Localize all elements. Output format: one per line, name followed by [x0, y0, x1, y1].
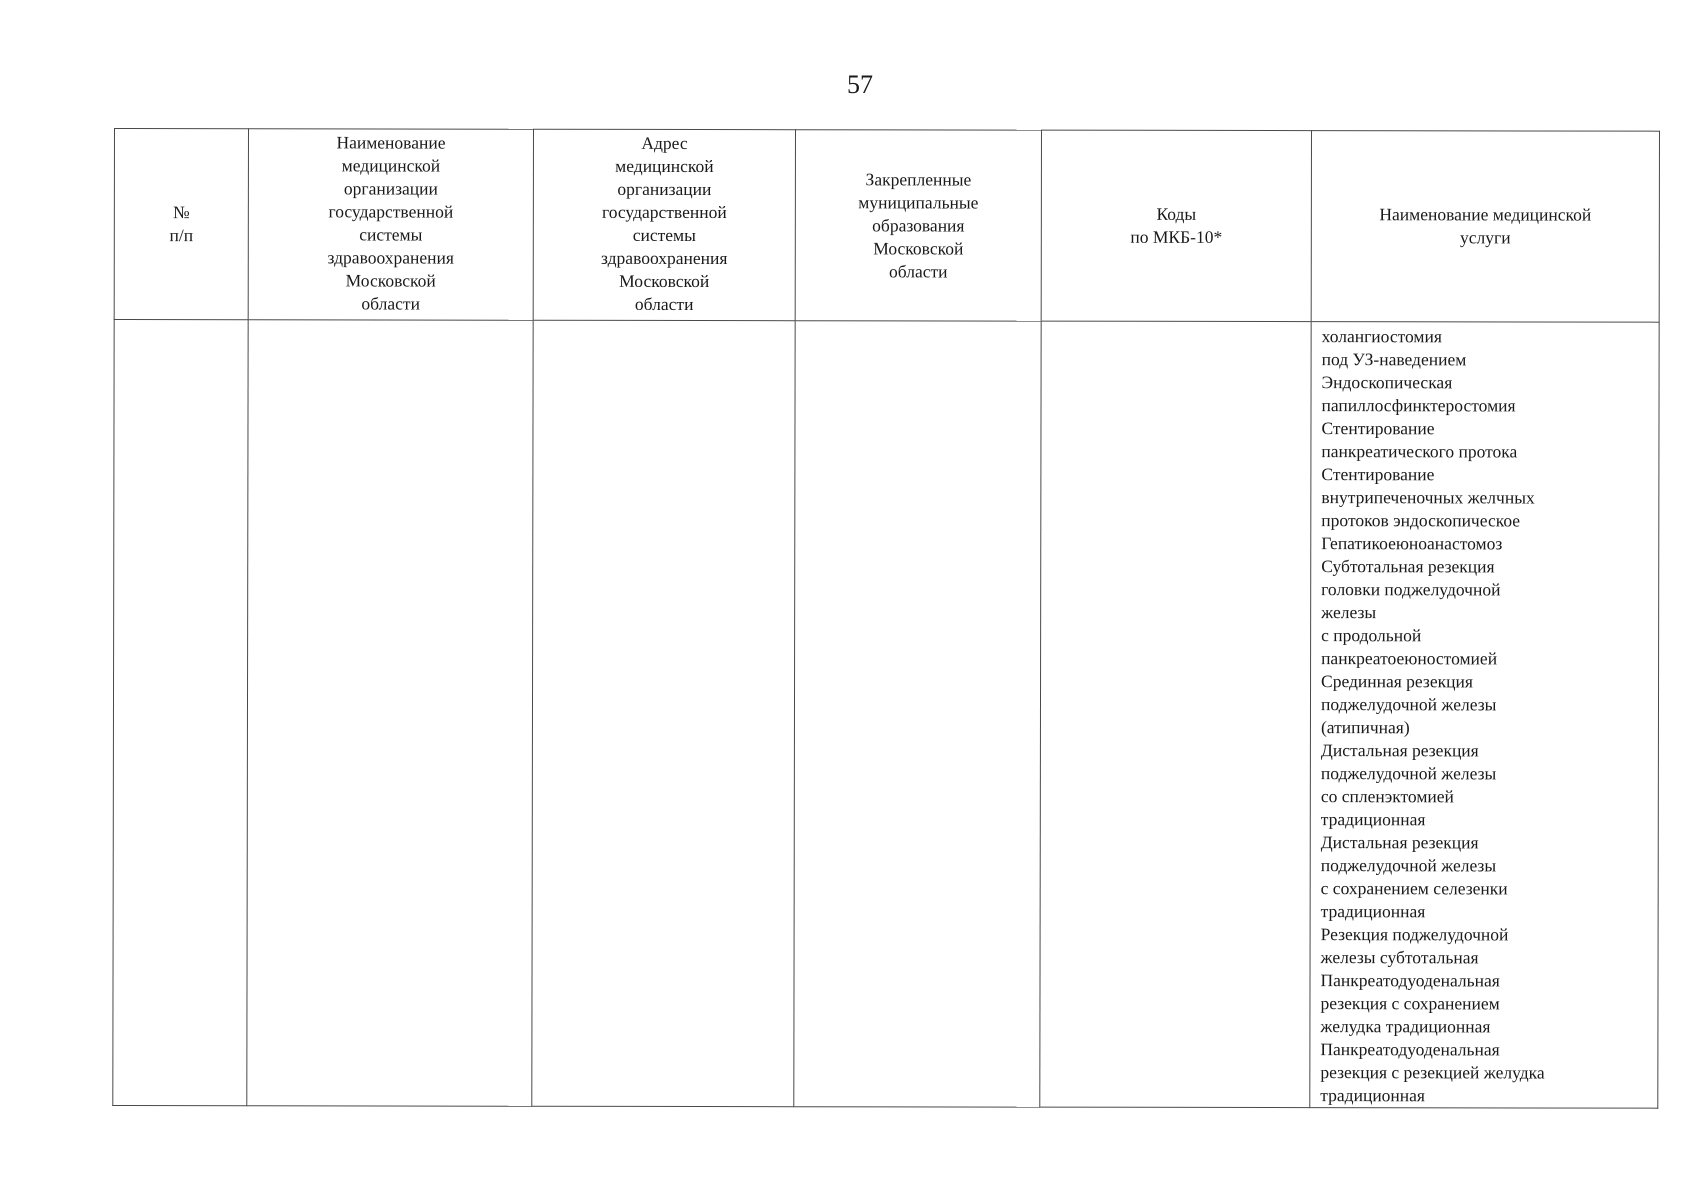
- cell-org-name: [247, 320, 533, 1106]
- header-icd-codes-text: Коды по МКБ-10*: [1130, 203, 1223, 247]
- header-org-name: [248, 129, 533, 320]
- header-org-address: [533, 129, 795, 320]
- header-service-name: [1311, 131, 1659, 323]
- medical-services-table: [112, 128, 1660, 1109]
- cell-services: [1310, 322, 1659, 1109]
- header-service-name-text: Наименование медицинской услуги: [1379, 204, 1592, 248]
- header-num: [114, 129, 248, 320]
- header-num-text: № п/п: [169, 202, 194, 246]
- header-icd-codes: [1041, 130, 1311, 321]
- cell-num: [113, 320, 248, 1106]
- header-org-name-text: Наименование медицинской организации государственной системы здравоохранения Московской области: [327, 132, 454, 314]
- cell-icd-codes: [1040, 321, 1311, 1107]
- cell-org-address: [532, 320, 795, 1106]
- header-municipalities-text: Закрепленные муниципальные образования Московской области: [858, 168, 979, 281]
- header-municipalities: [795, 130, 1041, 321]
- table-header-row: [114, 129, 1659, 323]
- header-org-address-text: Адрес медицинской организации государственной системы здравоохранения Московской области: [601, 132, 728, 315]
- table-row: [113, 320, 1659, 1109]
- page-number: 57: [847, 70, 873, 99]
- services-list: холангиостомия под УЗ-наведением Эндоскопическая папиллосфинктеростомия Стентирование панкреатического протока Стентирование внутрипеченочных желчных протоков эндоскопическое Гепатикоеюноанастомоз Субтотальная резекция головки поджелудочной железы с продольной панкреатоеюностомией Срединная резекция поджелудочной железы (атипичная) Дистальная резекция поджелудочной железы со спленэктомией традиционная Дистальная резекция поджелудочной железы с сохранением селезенки традиционная Резекция поджелудочной железы субтотальная Панкреатодуоденальная резекция с сохранением желудка традиционная Панкреатодуоденальная резекция с резекцией желудка традиционная: [1320, 326, 1545, 1106]
- cell-municipalities: [794, 321, 1041, 1107]
